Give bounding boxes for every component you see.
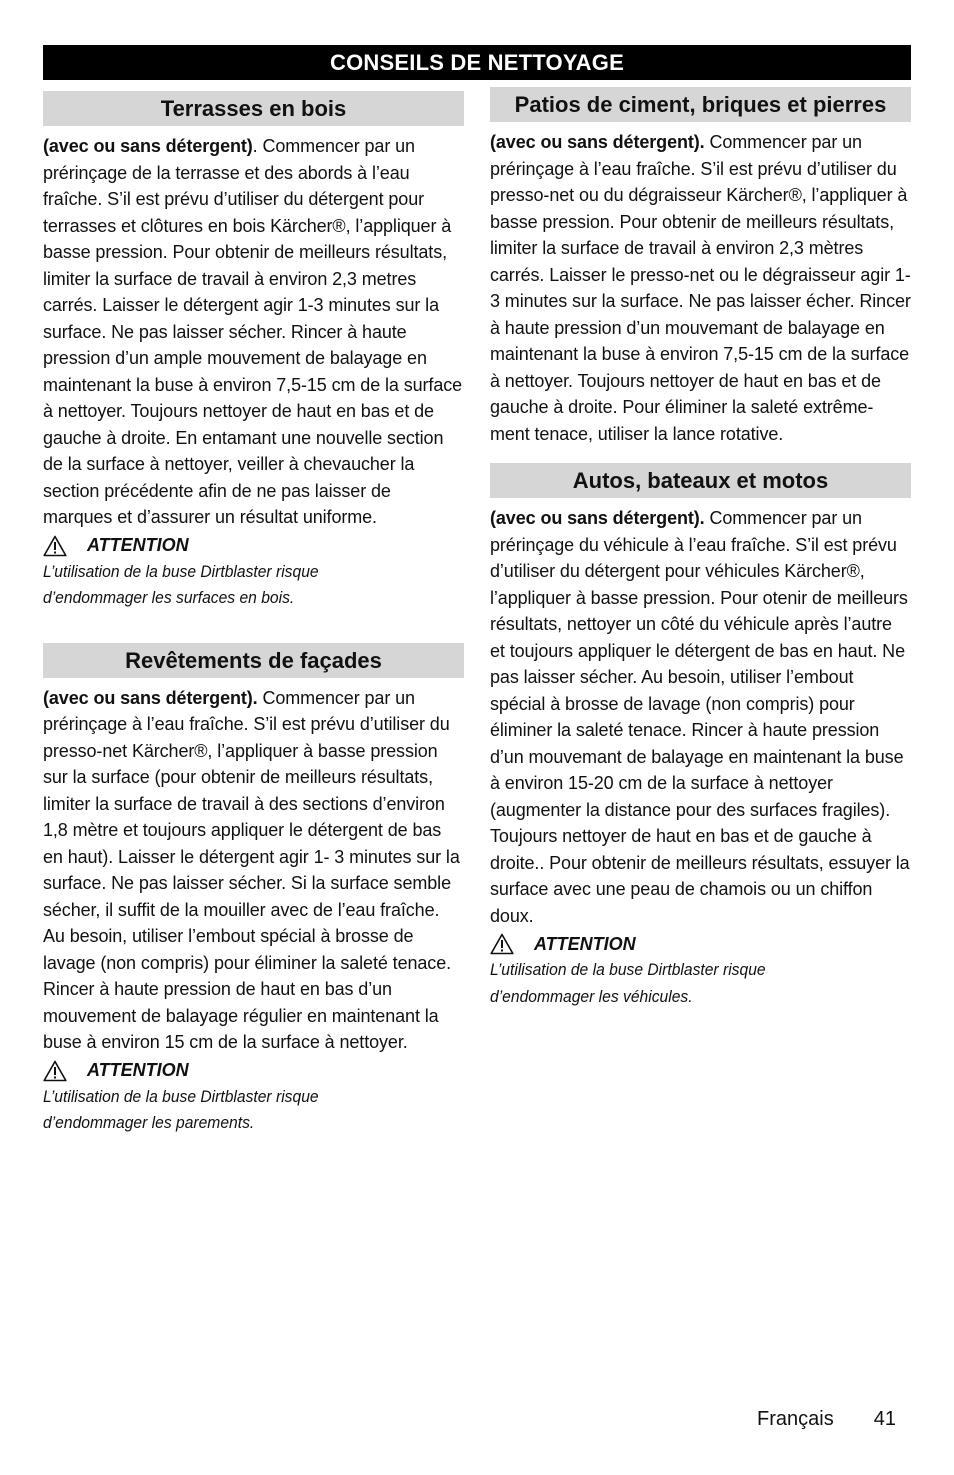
- section-body: [43, 133, 464, 531]
- section-heading: Terrasses en bois: [43, 91, 464, 126]
- attention-callout: [490, 931, 911, 957]
- section-body: [490, 505, 911, 929]
- section-patios: [490, 87, 911, 447]
- body-text: Commencer par un prérinçage à l’eau fraîche. S’il est prévu d’utiliser du presso-net Kärcher®, l’appliquer à basse pression sur la surface (pour obtenir de meilleurs résultats, limiter la surface de travail à des sections d’environ 1,8 mètre et toujours appliquer le détergent de bas en haut). Laisser le détergent agir 1- 3 minutes sur la surface. Ne pas laisser sécher. Si la surface semble sécher, il suffit de la mouiller avec de l’eau fraîche. Au besoin, utiliser l’embout spécial à brosse de lavage (non compris) pour éliminer la saleté tenace. Rincer à haute pression de haut en bas d’un mouvement de balayage régulier en maintenant la buse à environ 15 cm de la surface à nettoyer.: [43, 687, 460, 1052]
- section-facades: [43, 643, 464, 1137]
- lead-text: (avec ou sans détergent).: [43, 687, 258, 708]
- warning-triangle-icon: [43, 1060, 67, 1082]
- right-column: [490, 87, 911, 1010]
- warning-triangle-icon: [43, 535, 67, 557]
- page-banner-title: CONSEILS DE NETTOYAGE: [43, 45, 911, 80]
- lead-text: (avec ou sans détergent).: [490, 132, 705, 152]
- section-body: [490, 129, 911, 447]
- attention-note-line: L’utilisation de la buse Dirtblaster risque: [490, 960, 766, 979]
- section-body: [43, 685, 464, 1056]
- attention-label: ATTENTION: [534, 933, 636, 954]
- body-text: Commencer par un prérinçage à l’eau fraîche. S’il est prévu d’utiliser du presso-net ou du dégraisseur Kärcher®, l’appliquer à basse pression. Pour obtenir de meilleurs résultats, limiter la surface de travail à environ 2,3 mètres carrés. Laisser le presso-net ou le dégraisseur agir 1-3 minutes sur la surface. Ne pas laisser écher. Rincer à haute pression d’un mouvemant de balayage en maintenant la buse à environ 7,5-15 cm de la surface à nettoyer. Toujours nettoyer de haut en bas et de gauche à droite. Pour éliminer la saleté extrême-ment tenace, utiliser la lance rotative.: [490, 132, 911, 444]
- attention-note-line: d’endommager les surfaces en bois.: [43, 588, 295, 607]
- section-terrasses: [43, 91, 464, 612]
- left-column: [43, 91, 464, 1137]
- warning-triangle-icon: [490, 933, 514, 955]
- page-number: 41: [873, 1408, 896, 1430]
- page-footer: [757, 1408, 896, 1431]
- attention-label: ATTENTION: [87, 535, 189, 555]
- footer-language: Français: [757, 1408, 834, 1430]
- attention-note-line: L’utilisation de la buse Dirtblaster risque: [43, 561, 319, 581]
- attention-note-line: d’endommager les parements.: [43, 1113, 255, 1132]
- section-heading: Revêtements de façades: [43, 643, 464, 678]
- lead-text: (avec ou sans détergent): [43, 136, 253, 156]
- lead-text: (avec ou sans détergent).: [490, 508, 705, 528]
- section-heading: Patios de ciment, briques et pierres: [490, 87, 911, 122]
- attention-label: ATTENTION: [87, 1060, 189, 1080]
- attention-callout: [43, 1058, 464, 1084]
- section-heading: Autos, bateaux et motos: [490, 463, 911, 498]
- attention-note-line: d’endommager les véhicules.: [490, 986, 693, 1006]
- body-text: . Commencer par un prérinçage de la terrasse et des abords à l’eau fraîche. S’il est prévu d’utiliser du détergent pour terrasses et clôtures en bois Kärcher®, l’appliquer à basse pression. Pour obtenir de meilleurs résultats, limiter la surface de travail à environ 2,3 metres carrés. Laisser le détergent agir 1-3 minutes sur la surface. Ne pas laisser sécher. Rincer à haute pression d’un ample mouvement de balayage en maintenant la buse à environ 7,5-15 cm de la surface à nettoyer. Toujours nettoyer de haut en bas et de gauche à droite. En entamant une nouvelle section de la surface à nettoyer, veiller à chevaucher la section précédente afin de ne pas laisser de marques et d’assurer un résultat uniforme.: [43, 136, 463, 527]
- body-text: Commencer par un prérinçage du véhicule à l’eau fraîche. S’il est prévu d’utiliser du détergent pour véhicules Kärcher®, l’appliquer à basse pression. Pour otenir de meilleurs résultats, nettoyer un côté du véhicule après l’autre et toujours appliquer le détergent de bas en haut. Ne pas laisser sécher. Au besoin, utiliser l’embout spécial à brosse de lavage (non compris) pour éliminer la saleté tenace. Rincer à haute pression d’un mouvemant de balayage en maintenant la buse à environ 15-20 cm de la surface à nettoyer (augmenter la distance pour des surfaces fragiles). Toujours nettoyer de haut en bas et de gauche à droite.. Pour obtenir de meilleurs résultats, essuyer la surface avec une peau de chamois ou un chiffon doux.: [490, 508, 910, 926]
- section-autos: [490, 463, 911, 1010]
- attention-note-line: L’utilisation de la buse Dirtblaster risque: [43, 1086, 319, 1106]
- attention-callout: [43, 533, 464, 559]
